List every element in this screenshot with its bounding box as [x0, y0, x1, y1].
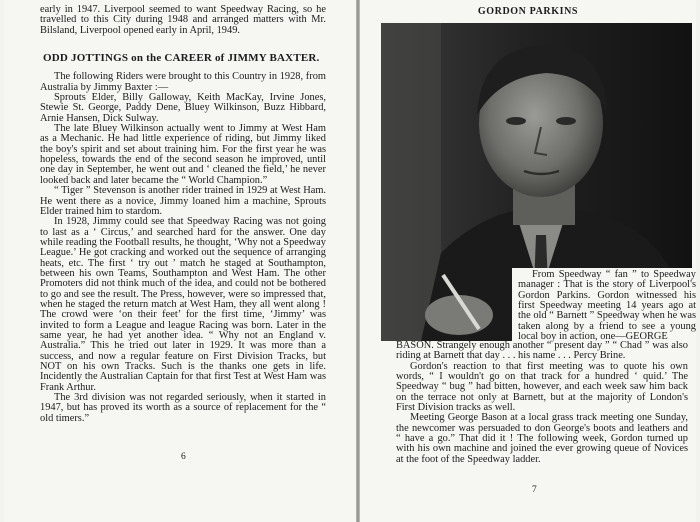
right-page-text — [396, 341, 688, 465]
left-page-text — [40, 5, 326, 424]
paragraph-grass-track: Meeting George Bason at a local grass track meeting one Sunday, the newcomer was persuaded to don George's boots and leathers and “ have a go.” That did it ! The following week, Gordon turned up with his own machine and joined the ever growing queue of Novices at the foot of the Speedway ladder. — [396, 412, 688, 465]
paragraph-bason: BASON. Strangely enough another “ present day ” “ Chad ” was also riding at Barnett that day . . . his name . . . Percy Brine. — [396, 340, 688, 362]
paragraph-tiger-stevenson: “ Tiger ” Stevenson is another rider trained in 1929 at West Ham. He went there as a novice, Jimmy loaned him a machine, Sprouts Elder trained him to stardom. — [40, 185, 326, 217]
left-page — [4, 0, 356, 522]
paragraph-third-division: The 3rd division was not regarded seriously, when it started in 1947, but has proved its worth as a source of replacement for the “ old timers.” — [40, 392, 326, 424]
paragraph-bluey-wilkinson: The late Bluey Wilkinson actually went to Jimmy at West Ham as a Mechanic. He had little experience of riding, but Jimmy liked the boy's spirit and set about training him. For the first year he was hopeless, towards the end of the second season he improved, until one day in September, he went out and ‘ cleaned the field,’ he never looked back and later became the “ World Champion.” — [40, 123, 326, 186]
section-heading: ODD JOTTINGS on the CAREER of JIMMY BAXTER. — [43, 52, 320, 65]
photo-caption — [512, 268, 696, 342]
page-number-left: 6 — [181, 452, 186, 462]
paragraph-riders-intro: The following Riders were brought to this Country in 1928, from Australia by Jimmy Baxter :— — [40, 71, 326, 93]
paragraph-first-meeting: Gordon's reaction to that first meeting was to quote his own words, “ I wouldn't go on that track for a hundred ‘ quid.’ The Speedway “ bug ” had bitten, however, and each week saw him back on the terrace not only at Barnett, but at the majority of London's First Division tracks as well. — [396, 360, 688, 414]
page-number-right: 7 — [532, 485, 537, 495]
right-page — [360, 0, 696, 522]
intro-paragraph: early in 1947. Liverpool seemed to want Speedway Racing, so he travelled to this City during 1948 and arranged matters with Mr. Bilsland, Liverpool opened early in April, 1949. — [40, 4, 326, 36]
caption-text: From Speedway “ fan ” to Speedway manager : That is the story of Liverpool's Gordon Parkins. Gordon witnessed his first Speedway meeting 14 years ago at the old “ Barnett ” Speedway when he was taken along by a friend to see a young local boy in action, one—GEORGE — [518, 269, 696, 343]
paragraph-speedway-league: In 1928, Jimmy could see that Speedway Racing was not going to last as a ‘ Circus,’ and searched hard for the answer. One day while reading the Football results, he thought, ‘Why not a Speedway League.’ He got cracking and worked out the sequence of arranging heats, etc. The first ‘ try out ’ match he staged at Southampton, between his own Teams, Southampton and West Ham. The other Promoters did not think much of the idea, and could not be bothered to go and see the result. The Press, however, were so impressed that, when he staged the return match at West Ham, they all went along ! The crowd were ‘on their feet’ for the first time, ‘Jimmy’ was invited to form a League and league Racing was born. Later in the same year, he had yet another idea. “ Why not an England v. Australia.” This he tried out later in 1929. It was more than a success, and now a regular feature on First Division Tracks, but NOT on his own Tracks. Such is the thanks one gets in life. Incidently the Australian Captain for that first Test at West Ham was Frank Arthur. — [40, 216, 326, 393]
paragraph-rider-list: Sprouts Elder, Billy Galloway, Keith MacKay, Irvine Jones, Stewie St. George, Paddy Dene, Bluey Wilkinson, Buzz Hibbard, Arnie Hansen, Dick Sulway. — [40, 92, 326, 124]
page-title: GORDON PARKINS — [477, 6, 579, 17]
